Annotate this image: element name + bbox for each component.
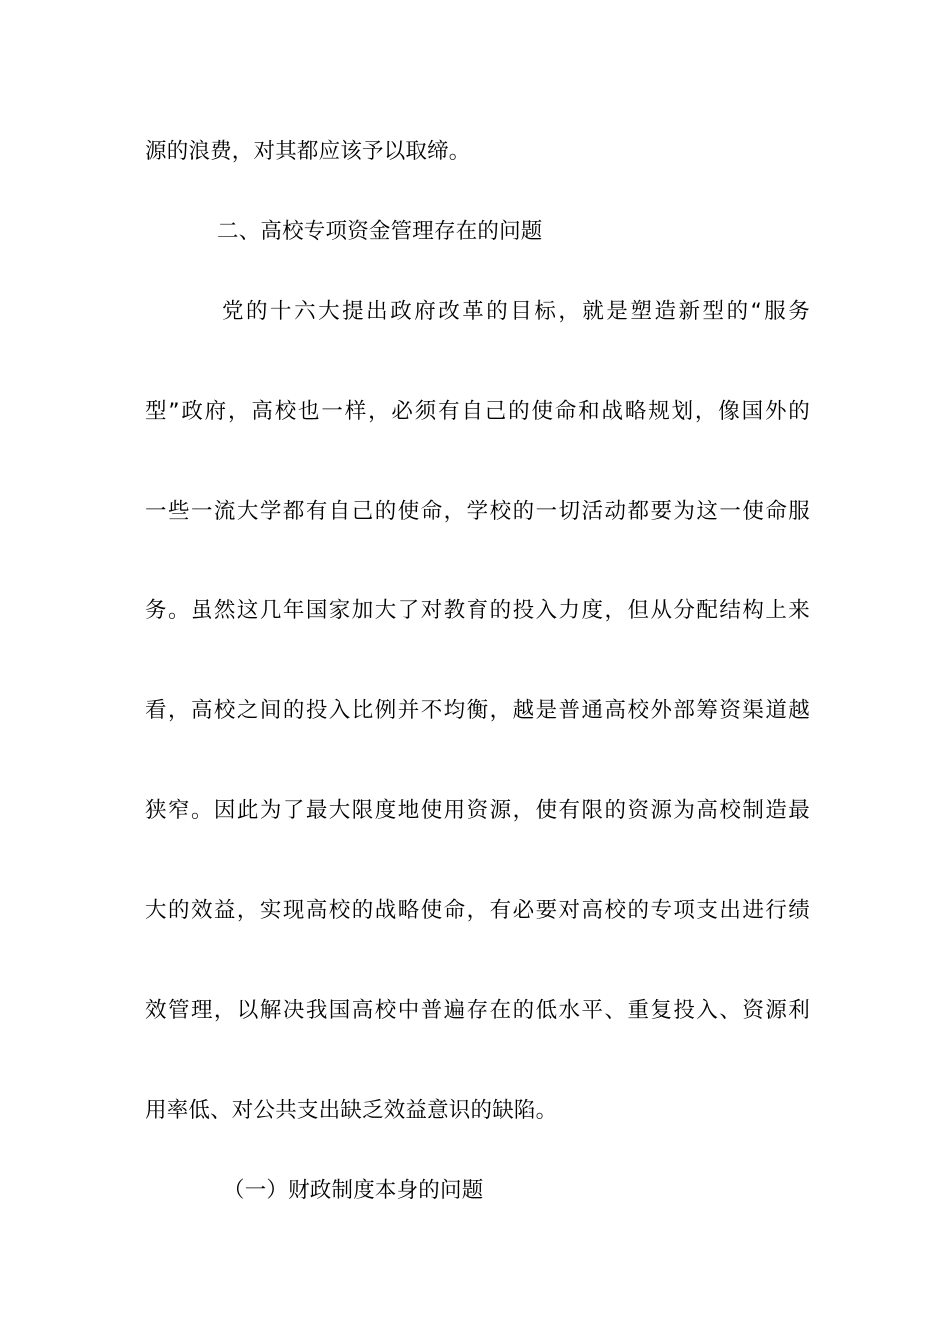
paragraph-line: 党的十六大提出政府改革的目标，就是塑造新型的“服务 — [222, 299, 810, 324]
paragraph-line: 大的效益，实现高校的战略使命，有必要对高校的专项支出进行绩 — [145, 898, 810, 923]
paragraph-line: 务。虽然这几年国家加大了对教育的投入力度，但从分配结构上来 — [145, 598, 810, 623]
paragraph-line: 狭窄。因此为了最大限度地使用资源，使有限的资源为高校制造最 — [145, 798, 810, 823]
paragraph-line: 一些一流大学都有自己的使命，学校的一切活动都要为这一使命服 — [145, 499, 810, 524]
paragraph-line: 型”政府，高校也一样，必须有自己的使命和战略规划，像国外的 — [145, 399, 810, 424]
paragraph-tail-line: 源的浪费，对其都应该予以取缔。 — [145, 139, 471, 164]
section-heading: 二、高校专项资金管理存在的问题 — [217, 219, 543, 244]
paragraph-line-last: 用率低、对公共支出缺乏效益意识的缺陷。 — [145, 1098, 558, 1123]
subsection-heading: （一）财政制度本身的问题 — [223, 1178, 484, 1203]
paragraph-line: 看，高校之间的投入比例并不均衡，越是普通高校外部筹资渠道越 — [145, 698, 810, 723]
paragraph-line: 效管理，以解决我国高校中普遍存在的低水平、重复投入、资源利 — [145, 998, 810, 1023]
